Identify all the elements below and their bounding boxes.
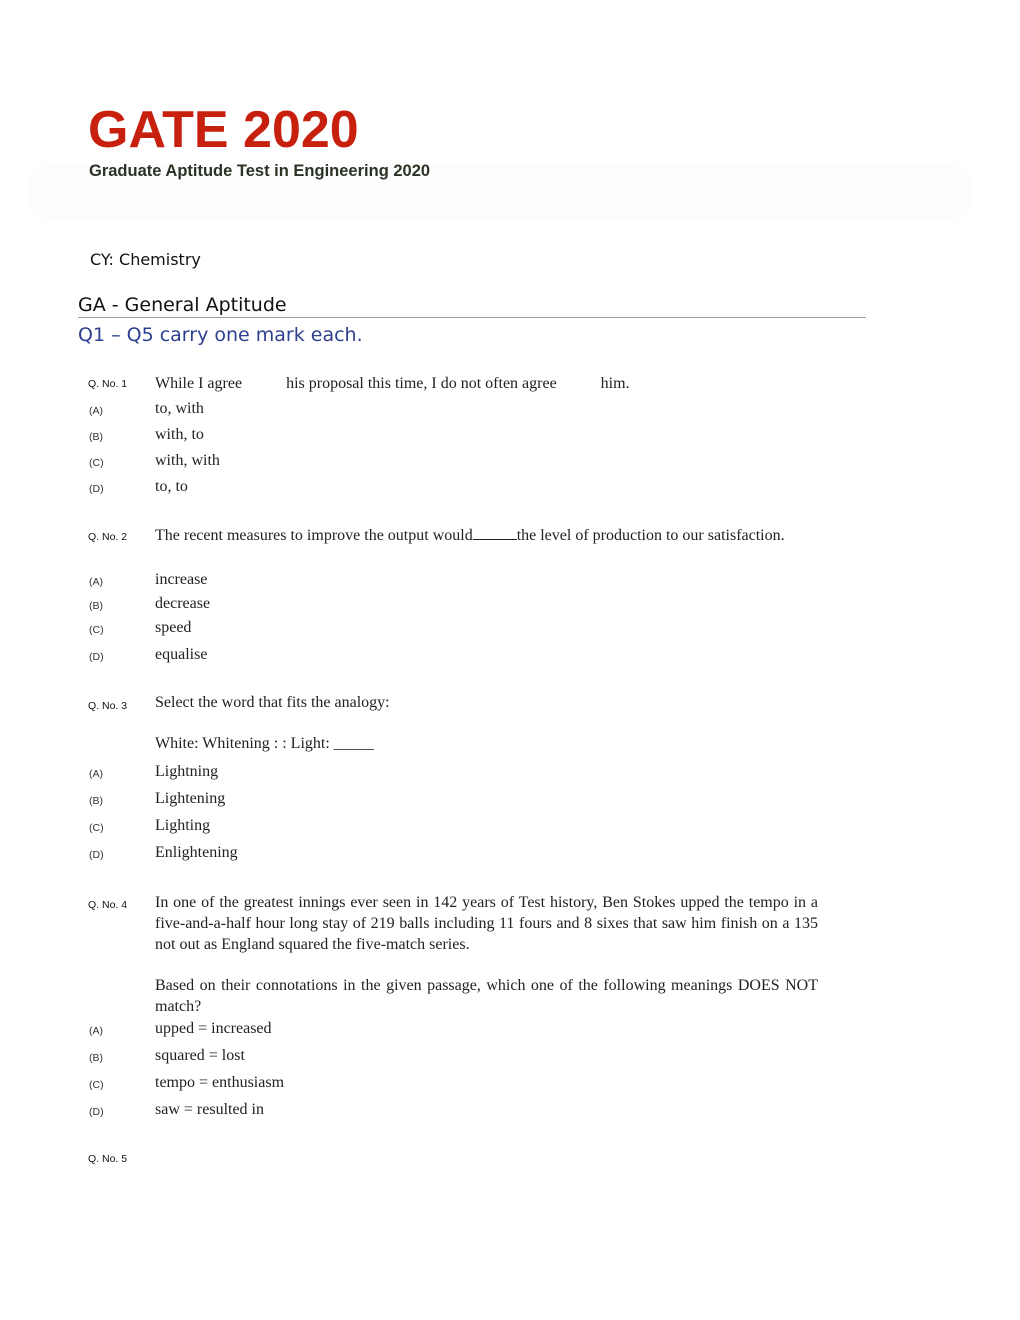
question-text: The recent measures to improve the output would the level of production to our satisfaction. <box>155 527 785 544</box>
option-text: speed <box>155 619 192 636</box>
option-text: upped = increased <box>155 1020 272 1037</box>
option-label: (B) <box>89 431 103 443</box>
question-text: Select the word that fits the analogy: <box>155 694 390 711</box>
option-label: (C) <box>89 457 104 469</box>
question-number: Q. No. 3 <box>88 700 128 712</box>
page-title: GATE 2020 <box>88 101 359 159</box>
option-label: (A) <box>89 768 103 780</box>
option-text: Lightening <box>155 790 226 807</box>
option-text: tempo = enthusiasm <box>155 1074 285 1091</box>
option-text: Lighting <box>155 817 211 834</box>
option-text: equalise <box>155 646 208 663</box>
option-text: Enlightening <box>155 844 238 861</box>
subject-label: CY: Chemistry <box>90 250 201 269</box>
option-text: squared = lost <box>155 1047 245 1064</box>
option-text: with, to <box>155 426 204 443</box>
option-label: (A) <box>89 1025 103 1037</box>
option-text: decrease <box>155 595 211 612</box>
marks-note: Q1 – Q5 carry one mark each. <box>78 324 363 346</box>
option-label: (A) <box>89 405 103 417</box>
option-text: increase <box>155 571 208 588</box>
option-label: (C) <box>89 624 104 636</box>
option-label: (B) <box>89 600 103 612</box>
option-text: with, with <box>155 452 220 469</box>
option-label: (B) <box>89 795 103 807</box>
question-text: In one of the greatest innings ever seen in 142 years of Test history, Ben Stokes upped the tempo in a five-and-a-half hour long stay of 219 balls including 11 fours and 8 sixes that saw him finish on a 135 not out as England squared the five-match series. <box>155 894 818 953</box>
question-number: Q. No. 1 <box>88 378 128 390</box>
section-title: GA - General Aptitude <box>78 294 866 318</box>
option-label: (B) <box>89 1052 103 1064</box>
option-text: saw = resulted in <box>155 1101 264 1118</box>
option-label: (D) <box>89 1106 104 1118</box>
option-text: Lightning <box>155 763 219 780</box>
question-text: While I agree his proposal this time, I do not often agree him. <box>155 375 630 392</box>
question-number: Q. No. 5 <box>88 1153 128 1165</box>
option-label: (D) <box>89 483 104 495</box>
option-label: (C) <box>89 822 104 834</box>
option-text: to, to <box>155 478 188 495</box>
option-text: to, with <box>155 400 204 417</box>
analogy-text: White: Whitening : : Light: _____ <box>155 735 374 752</box>
option-label: (C) <box>89 1079 104 1091</box>
question-number: Q. No. 2 <box>88 531 128 543</box>
option-label: (D) <box>89 651 104 663</box>
option-label: (D) <box>89 849 104 861</box>
page-subtitle: Graduate Aptitude Test in Engineering 2020 <box>89 162 431 180</box>
question-prompt: Based on their connotations in the given passage, which one of the following meanings DOES NOT match? <box>155 977 818 1015</box>
option-label: (A) <box>89 576 103 588</box>
question-number: Q. No. 4 <box>88 899 128 911</box>
